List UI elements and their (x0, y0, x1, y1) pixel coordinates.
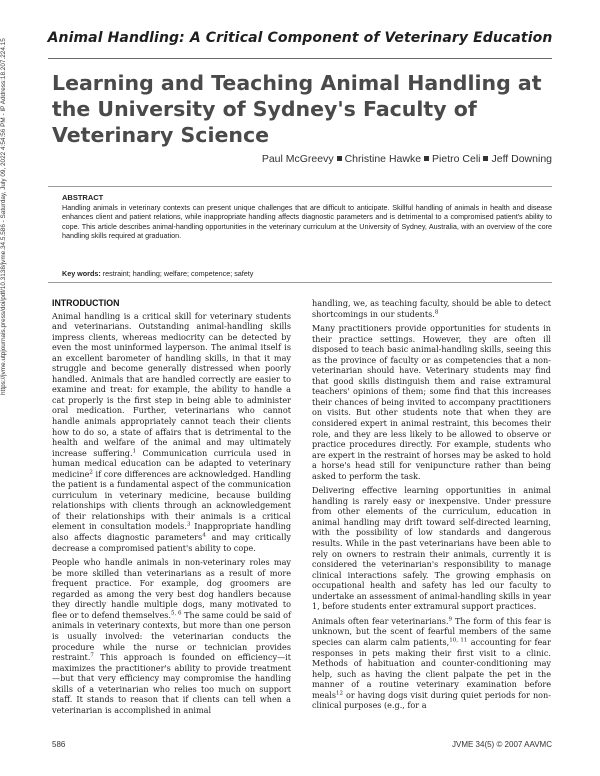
paragraph: handling, we, as teaching faculty, should be able to detect shortcomings in our students.$^8$ (312, 298, 551, 319)
abstract-label: ABSTRACT (62, 193, 104, 202)
abstract-box (48, 186, 552, 283)
header-rule (48, 58, 552, 59)
author-separator (337, 156, 342, 161)
keywords-label: Key words: (62, 269, 101, 278)
paragraph: Animal handling is a critical skill for veterinary students and veterinarians. Outstanding animal-handling skills impress clients, whereas mediocrity can be detected by even the most uninformed layperson. The animal itself is an excellent barometer of handling skills, in that it may struggle and become generally distressed when poorly handled. Animals that are handled correctly are easier to examine and treat: for example, the ability to handle a cat properly is the first step in being able to administer oral medication. Further, veterinarians who cannot handle animals appropriately cannot teach their clients how to do so, a state of affairs that is detrimental to the health and welfare of the animal and may ultimately increase suffering.$^1$ Communication curricula used in human medical education can be adapted to veterinary medicine$^2$ if core differences are acknowledged. Handling the patient is a fundamental aspect of the communication curriculum in veterinary medicine, because building relationships with clients through an acknowledgement of their relationships with their animals is a critical element in consultation models.$^3$ Inappropriate handling also affects diagnostic parameters$^4$ and may critically decrease a compromised patient's ability to cope. (52, 310, 292, 553)
author-separator (424, 156, 429, 161)
right-column (312, 298, 551, 715)
paragraph: Animals often fear veterinarians.$^9$ The form of this fear is unknown, but the scent of fearful members of the same species can alarm calm patients,$^{10, 11}$ accounting for fear responses in pets making their first visit to a clinic. Methods of habituation and counter-conditioning may help, such as having the client palpate the pet in the manner of a routine veterinary examination before meals$^{12}$ or having dogs visit during quiet periods for non-clinical purposes (e.g., for a (312, 615, 551, 711)
paragraph: Delivering effective learning opportunities in animal handling is rarely easy or inexpensive. Under pressure from other elements of the curriculum, education in animal handling may drift toward self-directed learning, with the possibility of low standards and dangerous results. While in the past veterinarians have been able to rely on owners to restrain their animals, currently it is considered the veterinarian's responsibility to manage clinical interactions safely. The growing emphasis on occupational health and safety has led our faculty to undertake an assessment of animal-handling skills in year 1, before students enter extramural support practices. (312, 485, 551, 612)
author-name: Paul McGreevy (261, 153, 334, 165)
journal-citation: JVME 34(5) © 2007 AAVMC (451, 740, 552, 749)
article-title: Learning and Teaching Animal Handling at the University of Sydney's Faculty of Veterinary Science (52, 71, 542, 147)
left-column (52, 298, 291, 719)
paragraph: Many practitioners provide opportunities for students in their practice settings. However, they are often ill disposed to teach basic animal-handling skills, seeing this as the province of faculty or as competencies that a non-veterinarian should have. Veterinary students may find that good skills distinguish them and raise extramural teachers' opinions of them; some find that this increases their chances of being invited to accompany practitioners on visits. But other students note that when they are considered expert in animal restraint, this becomes their role, and they are less likely to be allowed to observe or practice procedures directly. For example, students who are expert in the restraint of horses may be asked to hold a horse's head still for venipuncture rather than being asked to perform the task. (312, 323, 551, 481)
running-head: Animal Handling: A Critical Component of Veterinary Education (47, 30, 553, 46)
side-note-text: https://jvme.utpjournals.press/doi/pdf/10.3138/jvme.34.5.586 - Saturday, July 09, 2022 4:54:56 PM - IP Address:18.207.224.15 (0, 38, 7, 395)
keywords-line (62, 269, 253, 278)
abstract-text: Handling animals in veterinary contexts can present unique challenges that are difficult to anticipate. Skillful handling of animals in health and disease enhances client and patient relations, while inappropriate handling affects diagnostic parameters and is detrimental to a compromised patient's ability to cope. This article describes animal-handling opportunities in the veterinary curriculum at the University of Sydney, Australia, with an overview of the core handling skills required at graduation. (62, 203, 552, 240)
author-name: Jeff Downing (491, 153, 552, 165)
author-name: Christine Hawke (344, 153, 422, 165)
section-heading: INTRODUCTION (52, 298, 120, 308)
page-number: 586 (52, 740, 66, 749)
author-list (262, 153, 552, 165)
keywords-text: restraint; handling; welfare; competence; safety (102, 269, 254, 278)
author-name: Pietro Celi (432, 153, 481, 165)
author-separator (483, 156, 488, 161)
paragraph: People who handle animals in non-veterinary roles may be more skilled than veterinarians as a result of more frequent practice. For example, dog groomers are regarded as among the very best dog handlers because they directly handle multiple dogs, many motivated to flee or to defend themselves.$^{5, 6}$ The same could be said of animals in veterinary contexts, but more than one person is usually involved: the veterinarian conducts the procedure while the nurse or technician provides restraint.$^7$ This approach is founded on efficiency—it maximizes the practitioner's ability to provide treatment—but that very efficiency may compromise the handling skills of a veterinarian who relies too much on support staff. It stands to reason that if clients can tell when a veterinarian is accomplished in animal (52, 557, 291, 715)
